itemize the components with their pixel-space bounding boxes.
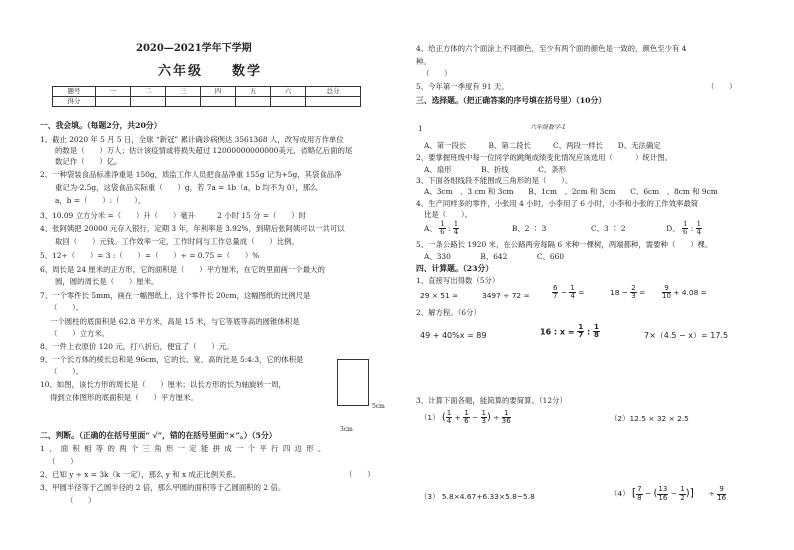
- judge-q5-paren[interactable]: （ ）: [707, 82, 737, 91]
- score-cell: 四: [201, 87, 236, 97]
- score-cell: 二: [131, 87, 166, 97]
- judge-q3: 3、甲圆半径等于乙圆半径的 2 倍，那么甲圆的面积等于乙圆面积的 2 倍。: [40, 483, 286, 492]
- q10-line1: 10、如图，该长方形的周长是（ ）厘米；以长方形的长为轴旋转一周，: [40, 380, 286, 389]
- q7-line3: 一个圆柱的底面积是 62.8 平方米，高是 15 米，与它等底等高的圆锥体积是: [50, 317, 300, 326]
- score-input-cell[interactable]: [201, 97, 236, 107]
- q6-line2: 圆，圆的周长是（ ）厘米。: [55, 277, 159, 286]
- choice-q2-options: A、扇形 B、折线 C、条形: [424, 165, 567, 174]
- judge-q3-paren[interactable]: （ ）: [66, 496, 96, 505]
- option-d-label: D、: [666, 223, 680, 233]
- choice-q4-options: [424, 221, 702, 237]
- fraction-1-6: $\frac{1}{6}$: [440, 220, 445, 237]
- calc-4-lead: （4）: [610, 489, 630, 498]
- section2-heading: 二、判断。（正确的在括号里面“ √”，错的在括号里面“×”。）（5分）: [40, 431, 277, 440]
- equation-2: 16 : x = $\frac{1}{7}$ : $\frac{1}{8}$: [540, 323, 599, 340]
- judge-q2: 2、已知 y ÷ x = 3k（k 一定），那么 y 和 x 成正比例关系。: [40, 470, 241, 479]
- oral-calc-2: 3497 ÷ 72 ≈: [482, 291, 530, 300]
- choice-q4-line2: 比是（ ）。: [424, 210, 473, 219]
- judge-q1: 1、面积相等的两个三角形一定能拼成一个平行四边形。: [40, 444, 330, 453]
- q9-line2: （ ）。: [50, 367, 84, 376]
- calc-1-lead: （1）: [420, 412, 440, 422]
- score-cell: 一: [96, 87, 131, 97]
- fraction-1-4: $\frac{1}{4}$: [453, 220, 459, 237]
- calc-2: （2）12.5 × 32 × 2.5: [610, 414, 689, 423]
- choice-q1-number: 1: [418, 124, 423, 133]
- judge-q4-paren[interactable]: （ ）: [422, 69, 452, 78]
- calc-title: 3、计算下面各题，能简算的要简算。（12分）: [416, 396, 567, 405]
- q3-line: 3、10.09 立方分米 =（ ）升（ ）毫升 2 小时 15 分 =（ ）时: [40, 211, 306, 220]
- q9-line1: 9、一个长方体的棱长总和是 96cm，它的长、宽、高的比是 5:4:3，它的体积是: [40, 355, 304, 364]
- option-b: B、2 ∶ 3: [511, 223, 547, 233]
- choice-q1-options: A、第一段长 B、第二段长 C、两段一样长 D、无法确定: [424, 141, 661, 150]
- fraction-1-4: $\frac{1}{4}$: [696, 220, 702, 237]
- figure-height-label: 3cm: [340, 426, 353, 433]
- option-a-label: A、: [424, 223, 437, 233]
- q1-line2: 的数是（ ）万人；估计该疫情或将损失超过 12000000000000美元，省略亿后面的尾: [55, 146, 353, 155]
- q7-line1: 7、一个零件长 5mm，画在一幅图纸上，这个零件长 20cm，这幅图纸的比例尺是: [40, 291, 311, 300]
- score-input-cell[interactable]: [166, 97, 201, 107]
- exam-year-title: 2020—2021学年下学期: [136, 43, 252, 54]
- choice-q5: 5、一条公路长 1920 米，在公路两旁每隔 6 米种一棵树，两端都种，需要种（ ）棵。: [416, 240, 713, 249]
- score-input-cell[interactable]: [131, 97, 166, 107]
- score-input-cell[interactable]: [271, 97, 306, 107]
- rectangle-figure: [337, 359, 369, 406]
- oral-calc-4: 18 − $\frac{2}{3}$ =: [610, 284, 646, 301]
- option-c: C、3 ∶ 2: [591, 223, 626, 233]
- calc-3: （3） 5.8×4.67+6.33×5.8−5.8: [420, 492, 535, 501]
- subject-title: 数学: [232, 64, 263, 79]
- choice-q5-options: A、330 B、642 C、660: [424, 252, 565, 261]
- q10-line2: 得到立体图形的底面积是（ ）平方厘米。: [50, 393, 198, 402]
- section1-heading: 一、我会填。（每题2分，共20分）: [40, 121, 162, 130]
- colon: :: [447, 223, 451, 233]
- oral-calc-5: $\frac{9}{10}$ + 4.08 =: [662, 284, 707, 301]
- judge-q4-line2: 种。: [416, 57, 431, 66]
- fraction-1-6: $\frac{1}{6}$: [682, 220, 688, 237]
- q6-line1: 6、周长是 24 厘米的正方形，它的面积是（ ）平方厘米，在它的里面画一个最大的: [40, 265, 325, 274]
- q5-line: 5、12÷（ ）= 3 :（ ）=（ ）÷ = 0.75 =（ ）%: [40, 251, 260, 260]
- judge-q5: 5、今年第一季度有 91 天。: [416, 82, 509, 91]
- oral-calc-1: 29 × 51 ≈: [420, 291, 459, 300]
- choice-q4-line1: 4、生产同样多的零件，小张用 4 小时，小李用了 6 小时，小李和小张的工作效率最简: [416, 199, 699, 208]
- score-cell: 三: [166, 87, 201, 97]
- q4-line1: 4、张阿姨把 20000 元存入银行，定期 3 年，年利率是 3.92%，到期后张阿姨可以一共可以: [40, 224, 345, 233]
- score-table-header-row: [53, 87, 361, 97]
- colon: :: [690, 223, 694, 233]
- calc-1: （1） ( $\frac{1}{4}$ + $\frac{1}{6}$ − $\frac{1}{3}$ ) ÷ $\frac{1}{36}$: [420, 409, 511, 426]
- score-cell: 得分: [53, 97, 96, 107]
- q7-line4: （ ）立方米。: [50, 329, 110, 338]
- figure-width-label: 5cm: [372, 403, 385, 410]
- choice-q3: 3、下面各组线段不能围成三角形的是（ ）。: [416, 176, 573, 185]
- score-cell: 题号: [53, 87, 96, 97]
- score-table: [52, 86, 361, 107]
- judge-q4-line1: 4、给正方体的六个面涂上不同颜色，至少有两个面的颜色是一致的，颜色至少有 4: [416, 44, 687, 53]
- choice-q2: 2、要掌握班级中每一位同学的跳绳成绩变化情况应该选用（ ）统计图。: [416, 153, 672, 162]
- q2-line2: 重记为-2.5g，这袋食品实际重（ ）g，若 7a = 1b（a，b 均不为 0），那么: [55, 183, 318, 192]
- score-cell: 总分: [306, 87, 361, 97]
- score-cell: 五: [236, 87, 271, 97]
- score-table-row: [53, 97, 361, 107]
- judge-q1-paren[interactable]: （ ）: [48, 457, 78, 466]
- choice-q3-options: A、3cm 、3 cm 和 3cm B、1cm 、2cm 和 3cm C、6cm 、8cm 和 9cm: [424, 187, 718, 196]
- equation-3: 7×（4.5 − x）= 17.5: [644, 331, 729, 340]
- q7-line2: （ ）。: [50, 303, 84, 312]
- q4-line2: 取回（ ）元钱。工作效率一定，工作时间与工作总量成（ ）比例。: [55, 237, 299, 246]
- q2-line1: 2、一种袋装食品标准净重是 150g，质监工作人员把食品净重 155g 记为+5g，其袋食品净: [40, 170, 342, 179]
- section4-heading: 四、计算题。（23分）: [416, 264, 494, 273]
- equation-title: 2、解方程。（6分）: [416, 308, 481, 317]
- score-input-cell[interactable]: [236, 97, 271, 107]
- q2-line3: a，b =（ ）:（ ）。: [55, 196, 146, 205]
- score-input-cell[interactable]: [96, 97, 131, 107]
- q8-line: 8、一件上衣原价 120 元，打八折后，便宜了（ ）元。: [40, 342, 234, 351]
- oral-calc-3: $\frac{6}{7}$ − $\frac{1}{4}$ =: [553, 284, 585, 301]
- oral-calc-title: 1、直接写出得数（5分）: [416, 276, 500, 285]
- handwritten-note: 六年级数学-1: [530, 124, 566, 131]
- score-input-cell[interactable]: [306, 97, 361, 107]
- grade-title: 六年级: [158, 64, 204, 79]
- calc-4: （4） [ $\frac{7}{8}$ − ( $\frac{13}{16}$ − $\frac{1}{2}$ )] ÷ $\frac{9}{16}$: [610, 485, 727, 502]
- q1-line3: 数记作（ ）亿。: [55, 157, 122, 166]
- score-cell: 六: [271, 87, 306, 97]
- equation-2-lead: 16 : x =: [540, 327, 575, 337]
- judge-q2-paren[interactable]: （ ）: [345, 470, 375, 479]
- q1-line1: 1、截止 2020 年 5 月 5 日，全球 “新冠” 累计确诊病例达 3561368 人，改写成用万作单位: [40, 135, 344, 144]
- section3-heading: 三、选择题。（把正确答案的序号填在括号里）（10分）: [416, 96, 607, 105]
- equation-1: 49 + 40%x = 89: [420, 331, 487, 340]
